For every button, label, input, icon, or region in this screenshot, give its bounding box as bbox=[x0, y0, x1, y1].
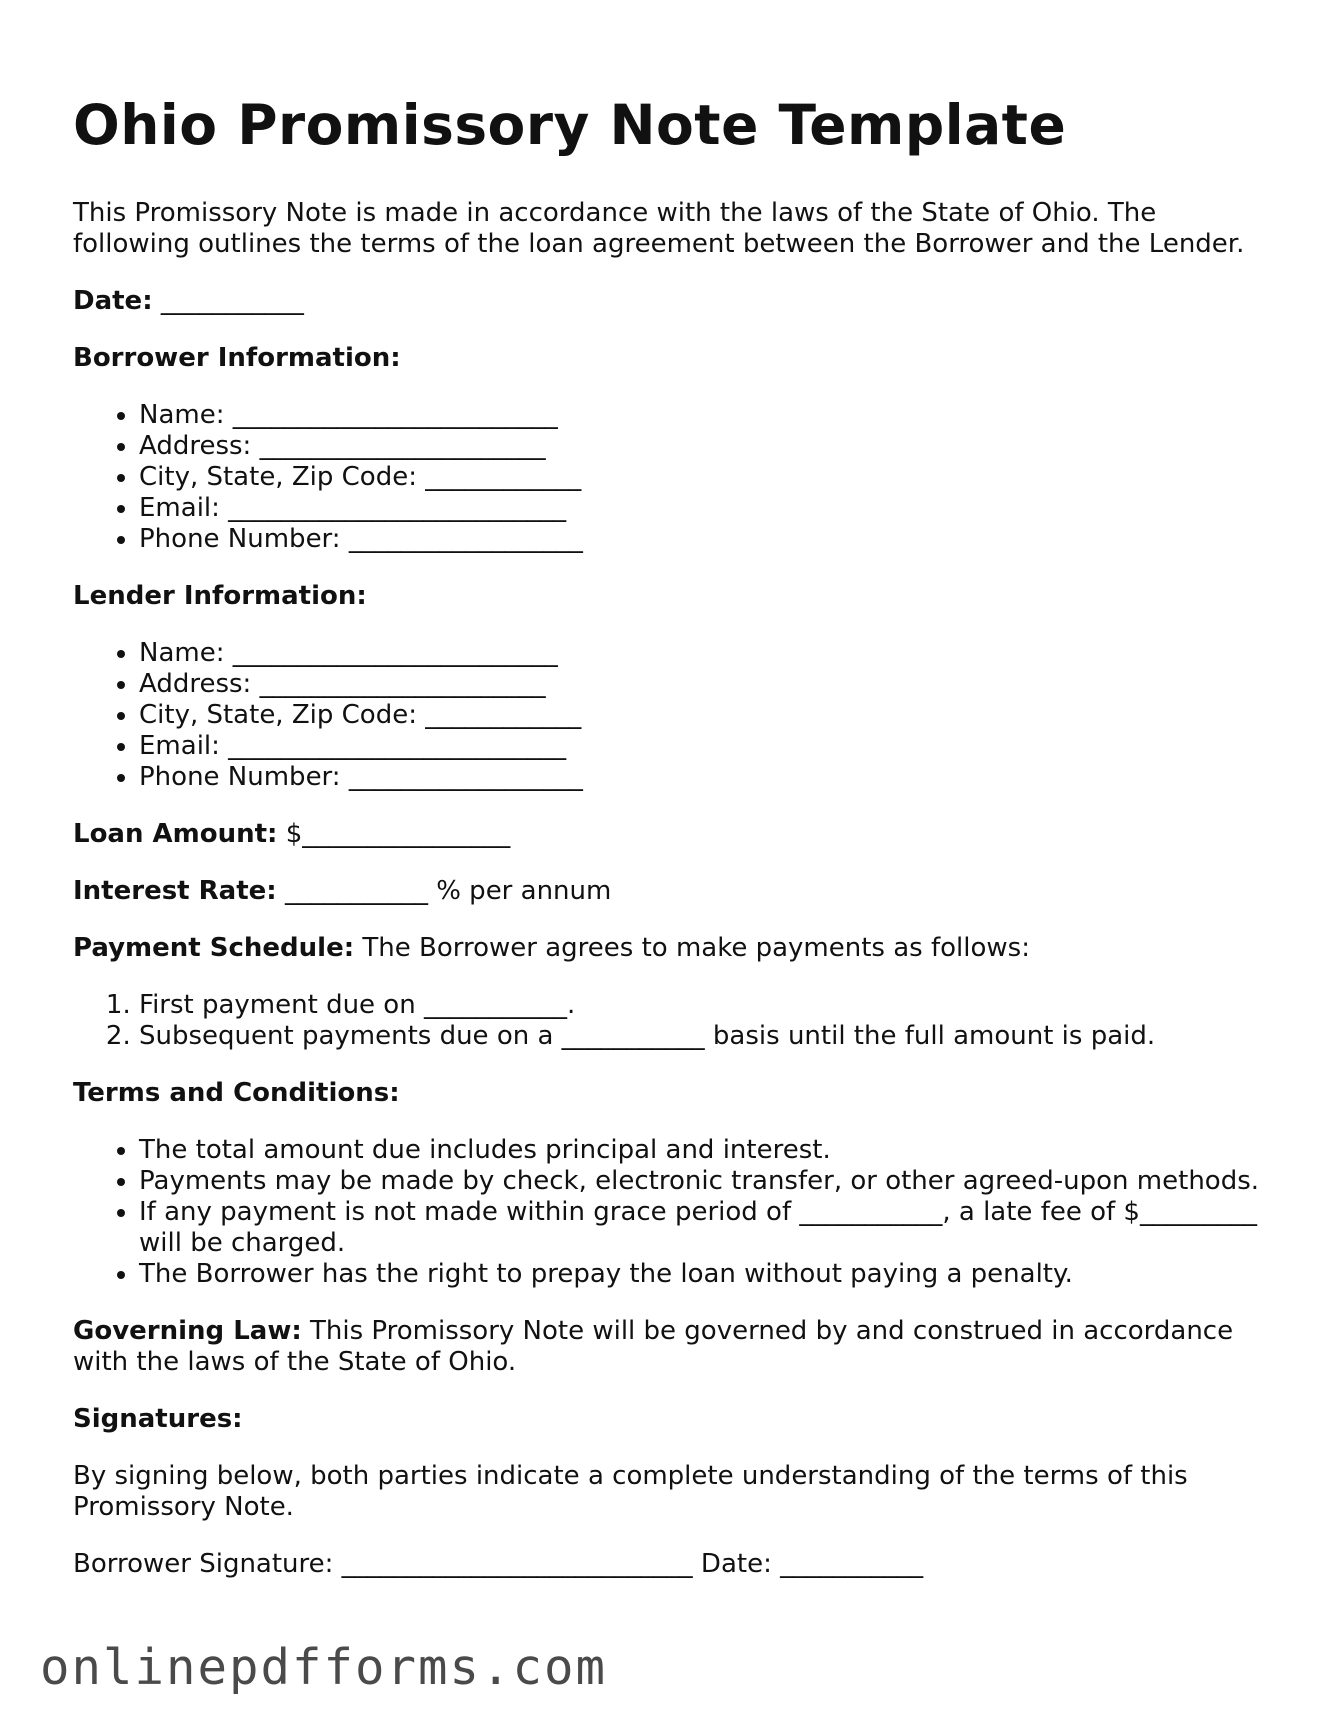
first-payment-item: 1. First payment due on ___________. bbox=[139, 990, 1273, 1021]
date-blank: ___________ bbox=[152, 286, 304, 316]
interest-rate-line bbox=[73, 876, 1273, 907]
governing-law-label: Governing Law: bbox=[73, 1316, 302, 1346]
payment-schedule-label: Payment Schedule: bbox=[73, 933, 355, 963]
lender-name-field: • Name: _________________________ bbox=[139, 638, 1273, 669]
intro-paragraph: This Promissory Note is made in accordance with the laws of the State of Ohio. The following outlines the terms of the loan agreement between the Borrower and the Lender. bbox=[73, 198, 1245, 259]
date-line bbox=[73, 286, 1273, 317]
watermark-logo: onlinepdfforms.com bbox=[40, 1639, 608, 1696]
lender-address-field: • Address: ______________________ bbox=[139, 669, 1273, 700]
interest-rate-blank: ___________ % per annum bbox=[276, 876, 612, 906]
terms-item: • If any payment is not made within grace period of ___________, a late fee of $_________ will be charged. bbox=[139, 1197, 1273, 1259]
signatures-paragraph: By signing below, both parties indicate a complete understanding of the terms of this Promissory Note. bbox=[73, 1461, 1188, 1522]
terms-item: • The Borrower has the right to prepay the loan without paying a penalty. bbox=[139, 1259, 1273, 1290]
governing-law-text: This Promissory Note will be governed by and construed in accordance with the laws of the State of Ohio. bbox=[73, 1316, 1234, 1377]
payment-schedule-text: The Borrower agrees to make payments as follows: bbox=[354, 933, 1030, 963]
terms-item: • Payments may be made by check, electronic transfer, or other agreed-upon methods. bbox=[139, 1166, 1273, 1197]
terms-item: • The total amount due includes principal and interest. bbox=[139, 1135, 1273, 1166]
borrower-city-field: • City, State, Zip Code: ____________ bbox=[139, 462, 1273, 493]
subsequent-payment-item: 2. Subsequent payments due on a ___________ basis until the full amount is paid. bbox=[139, 1021, 1273, 1052]
payment-schedule-list bbox=[73, 990, 1273, 1052]
lender-heading: Lender Information: bbox=[73, 581, 367, 611]
document-title: Ohio Promissory Note Template bbox=[73, 93, 1067, 157]
date-label: Date: bbox=[73, 286, 153, 316]
lender-email-field: • Email: __________________________ bbox=[139, 731, 1273, 762]
payment-schedule-line bbox=[73, 933, 1273, 964]
terms-list bbox=[73, 1135, 1273, 1290]
lender-phone-field: • Phone Number: __________________ bbox=[139, 762, 1273, 793]
loan-amount-label: Loan Amount: bbox=[73, 819, 278, 849]
lender-fields bbox=[73, 638, 1273, 793]
terms-heading: Terms and Conditions: bbox=[73, 1078, 400, 1108]
signatures-heading: Signatures: bbox=[73, 1404, 243, 1434]
borrower-fields bbox=[73, 400, 1273, 555]
borrower-signature-line: Borrower Signature: ___________________________ Date: ___________ bbox=[73, 1549, 924, 1579]
lender-city-field: • City, State, Zip Code: ____________ bbox=[139, 700, 1273, 731]
borrower-email-field: • Email: __________________________ bbox=[139, 493, 1273, 524]
loan-amount-blank: $________________ bbox=[277, 819, 511, 849]
interest-rate-label: Interest Rate: bbox=[73, 876, 277, 906]
governing-law-paragraph bbox=[73, 1316, 1273, 1378]
loan-amount-line bbox=[73, 819, 1273, 850]
borrower-phone-field: • Phone Number: __________________ bbox=[139, 524, 1273, 555]
borrower-heading: Borrower Information: bbox=[73, 343, 401, 373]
borrower-name-field: • Name: _________________________ bbox=[139, 400, 1273, 431]
document-page bbox=[73, 90, 1273, 1606]
borrower-address-field: • Address: ______________________ bbox=[139, 431, 1273, 462]
